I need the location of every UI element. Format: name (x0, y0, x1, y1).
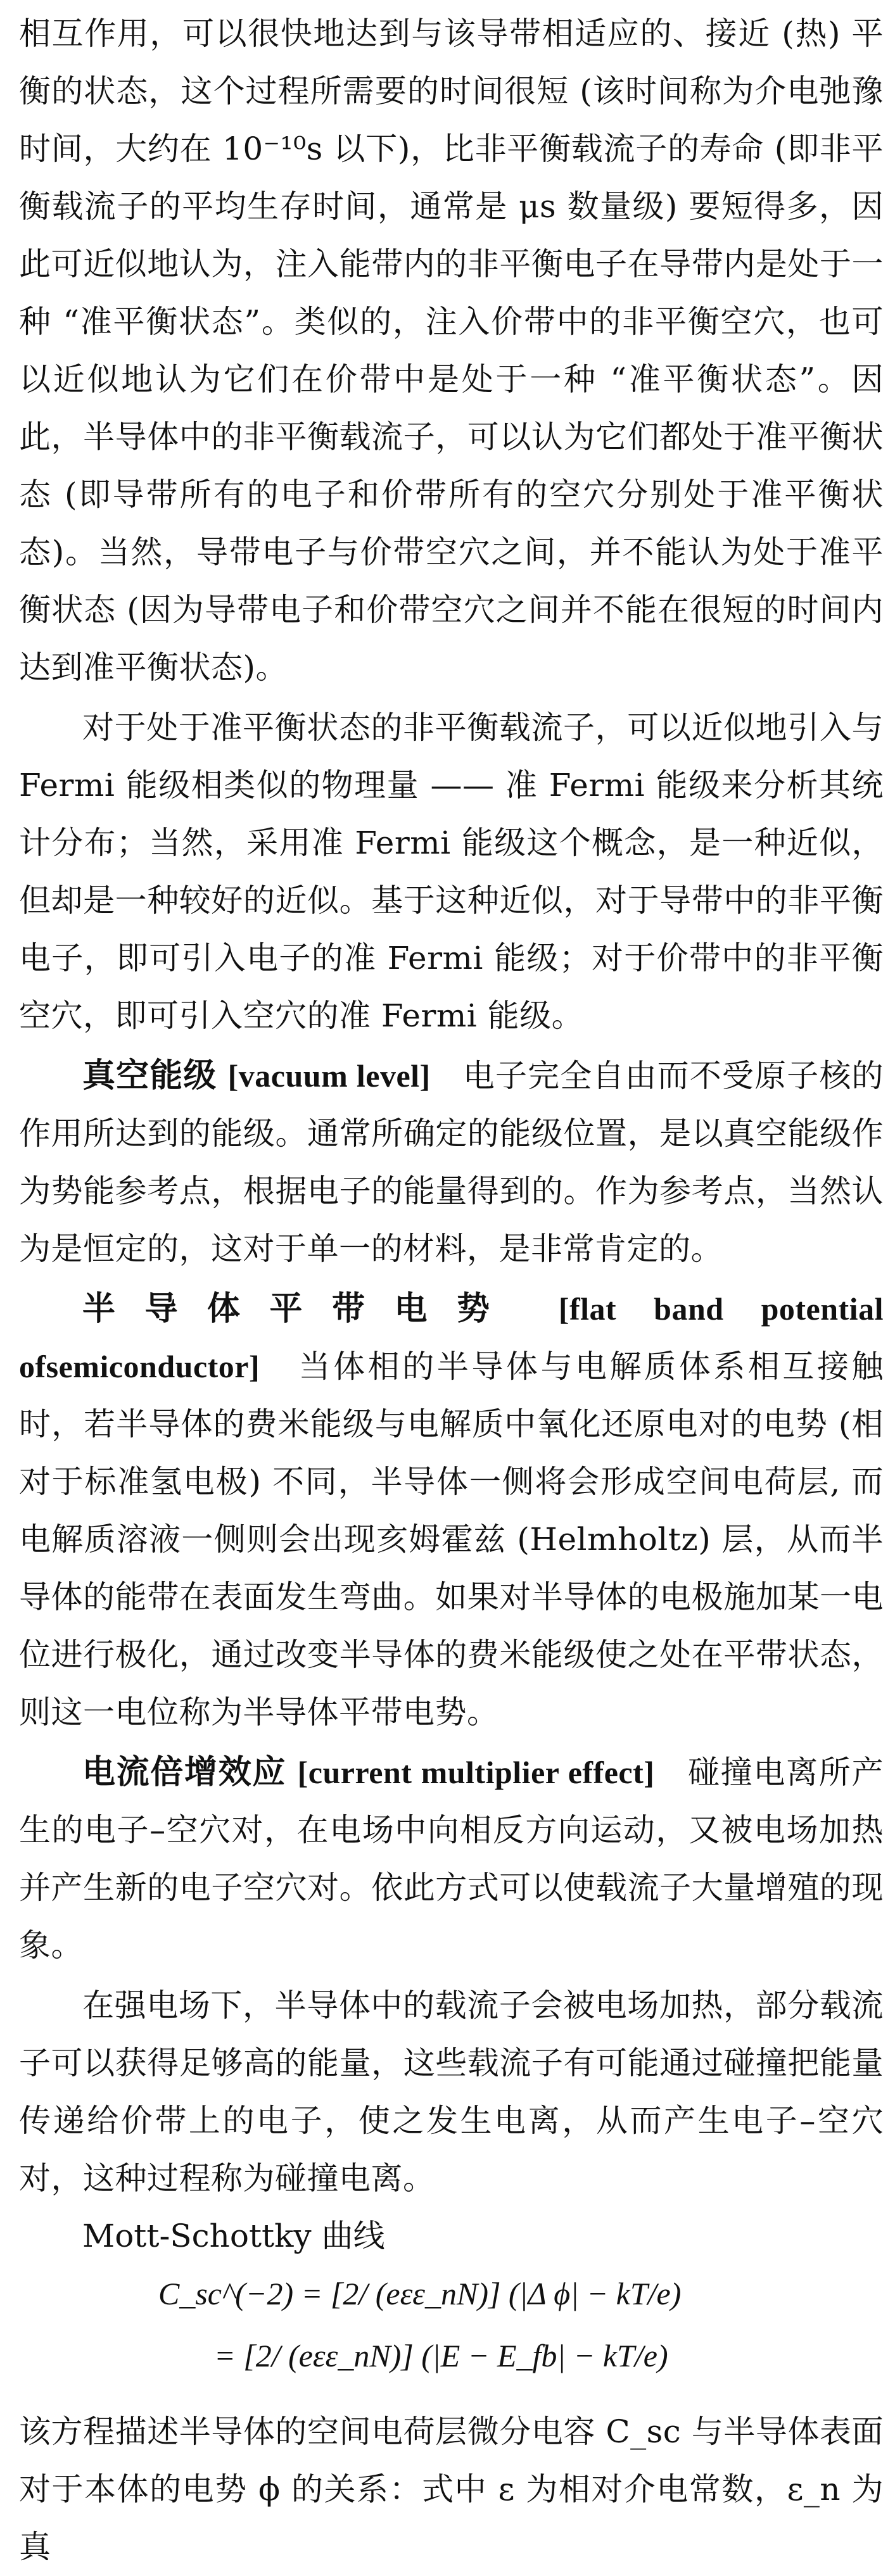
entry-current-multiplier (19, 1744, 884, 1974)
term-heading: 电流倍增效应 (82, 1753, 287, 1791)
mott-schottky-label: Mott-Schottky 曲线 (82, 2218, 385, 2254)
term-english: [flat band potential ofsemiconductor] (19, 1291, 884, 1384)
paragraph-equation-description: 该方程描述半导体的空间电荷层微分电容 C_sc 与半导体表面对于本体的电势 ϕ 的关系：式中 ε 为相对介电常数，ε_n 为真 (19, 2413, 884, 2565)
term-heading: 真空能级 (82, 1057, 217, 1095)
term-heading: 半导体平带电势 (82, 1290, 519, 1328)
term-definition: 当体相的半导体与电解质体系相互接触时，若半导体的费米能级与电解质中氧化还原电对的电势 (相对于标准氢电极) 不同，半导体一侧将会形成空间电荷层, 而电解质溶液一侧则会出现亥姆霍兹 (Helmholtz) 层，从而半导体的能带在表面发生弯曲。如果对半导体的电极施加某一电位进行极化，通过改变半导体的费米能级使之处在平带状态，则这一电位称为半导体平带电势。 (19, 1348, 884, 1731)
entry-flat-band-potential (19, 1280, 884, 1741)
term-definition: 碰撞电离所产生的电子–空穴对，在电场中向相反方向运动，又被电场加热并产生新的电子空穴对。依此方式可以使载流子大量增殖的现象。 (19, 1754, 884, 1964)
mott-schottky-equation (19, 2271, 884, 2398)
entry-vacuum-level (19, 1047, 884, 1278)
equation-line-2-text: = [2/ (eεε_nN)] (|E − E_fb| − kT/e) (214, 2338, 668, 2373)
term-english: [current multiplier effect] (297, 1755, 655, 1790)
equation-line-2 (214, 2337, 668, 2374)
equation-line-1 (158, 2275, 681, 2312)
equation-line-1-text: C_sc^(−2) = [2/ (eεε_nN)] (|Δ ϕ| − kT/e) (158, 2276, 682, 2311)
paragraph-impact-ionization: 在强电场下，半导体中的载流子会被电场加热，部分载流子可以获得足够高的能量，这些载流子有可能通过碰撞把能量传递给价带上的电子，使之发生电离，从而产生电子–空穴对，这种过程称为碰撞电离。 (19, 1987, 884, 2197)
paragraph-quasi-fermi: 对于处于准平衡状态的非平衡载流子，可以近似地引入与 Fermi 能级相类似的物理量 —— 准 Fermi 能级来分析其统计分布；当然，采用准 Fermi 能级这个概念，是一种近似，但却是一种较好的近似。基于这种近似，对于导带中的非平衡电子，即可引入电子的准 Fermi 能级；对于价带中的非平衡空穴，即可引入空穴的准 Fermi 能级。 (19, 709, 884, 1034)
term-definition: 电子完全自由而不受原子核的作用所达到的能级。通常所确定的能级位置，是以真空能级作为势能参考点，根据电子的能量得到的。作为参考点，当然认为是恒定的，这对于单一的材料，是非常肯定的。 (19, 1058, 884, 1267)
paragraph-quasi-equilibrium: 相互作用，可以很快地达到与该导带相适应的、接近 (热) 平衡的状态，这个过程所需要的时间很短 (该时间称为介电弛豫时间，大约在 10⁻¹⁰s 以下)，比非平衡载流子的寿命 (即非平衡载流子的平均生存时间，通常是 μs 数量级) 要短得多，因此可近似地认为，注入能带内的非平衡电子在导带内是处于一种 “准平衡状态”。类似的，注入价带中的非平衡空穴，也可以近似地认为它们在价带中是处于一种 “准平衡状态”。因此，半导体中的非平衡载流子，可以认为它们都处于准平衡状态 (即导带所有的电子和价带所有的空穴分别处于准平衡状态)。当然，导带电子与价带空穴之间，并不能认为处于准平衡状态 (因为导带电子和价带空穴之间并不能在很短的时间内达到准平衡状态)。 (19, 15, 884, 686)
term-english: [vacuum level] (227, 1058, 431, 1094)
